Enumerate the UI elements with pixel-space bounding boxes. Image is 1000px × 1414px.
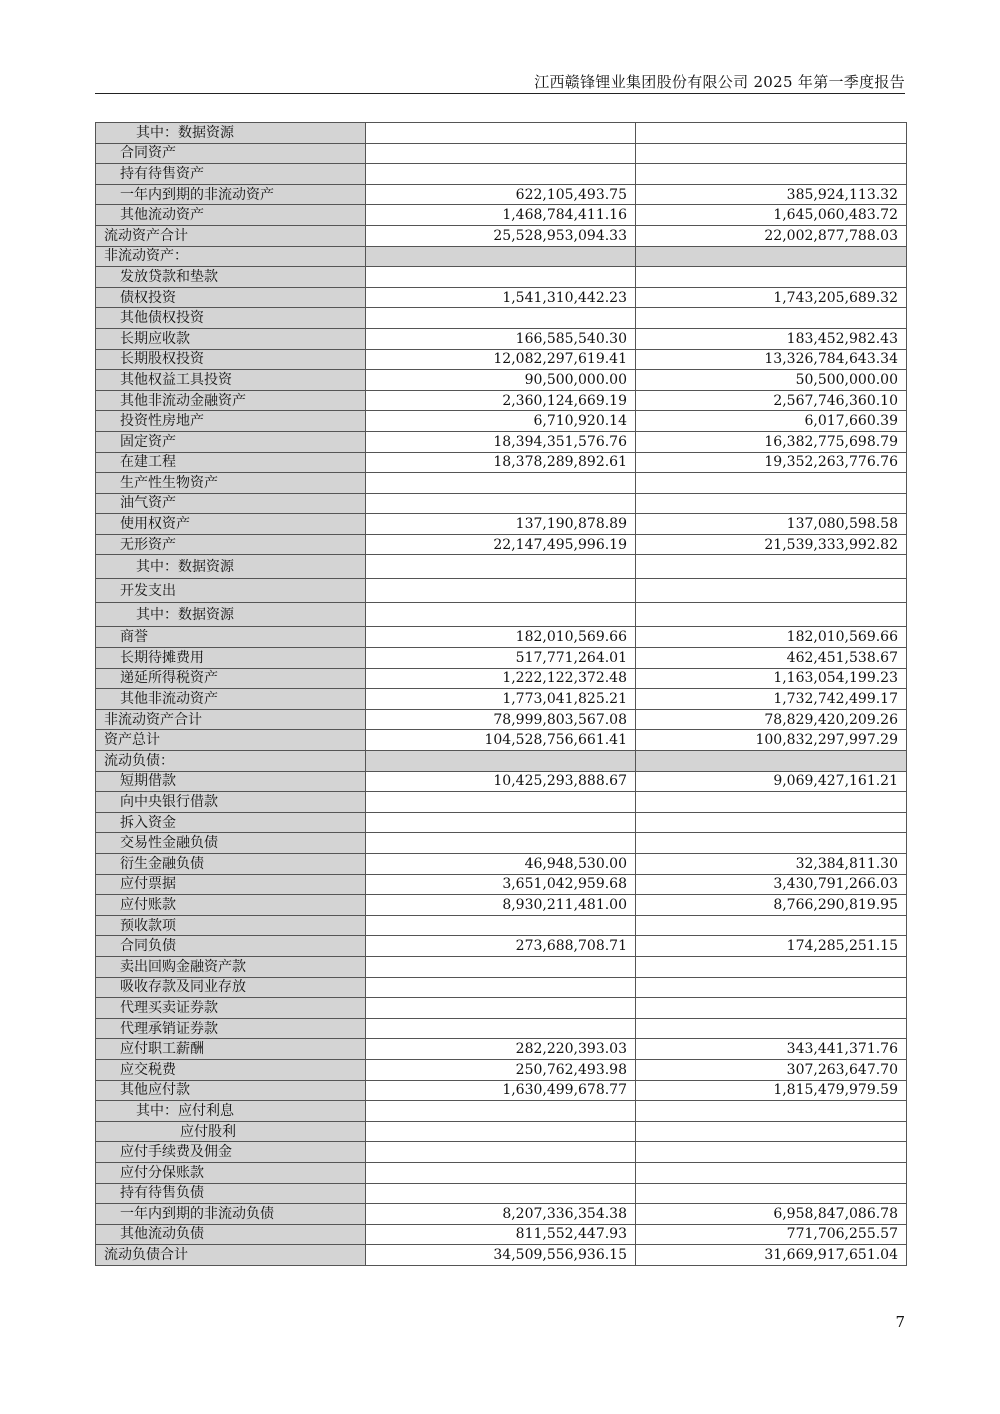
row-label: 代理买卖证券款 (96, 998, 366, 1019)
current-period-value (366, 473, 636, 494)
table-row (96, 579, 907, 603)
table-row (96, 771, 907, 792)
table-row (96, 308, 907, 329)
table-row (96, 1101, 907, 1122)
current-period-value (366, 1162, 636, 1183)
row-label: 其中：数据资源 (96, 123, 366, 144)
row-label: 流动负债合计 (96, 1245, 366, 1266)
table-row (96, 668, 907, 689)
table-row (96, 895, 907, 916)
prior-period-value: 2,567,746,360.10 (636, 390, 907, 411)
current-period-value (366, 493, 636, 514)
table-row (96, 514, 907, 535)
table-row (96, 1142, 907, 1163)
table-row (96, 267, 907, 288)
row-label: 其中：数据资源 (96, 603, 366, 627)
table-row (96, 1059, 907, 1080)
prior-period-value: 78,829,420,209.26 (636, 709, 907, 730)
prior-period-value (636, 579, 907, 603)
prior-period-value (636, 164, 907, 185)
prior-period-value: 50,500,000.00 (636, 370, 907, 391)
prior-period-value: 307,263,647.70 (636, 1059, 907, 1080)
current-period-value: 34,509,556,936.15 (366, 1245, 636, 1266)
current-period-value (366, 164, 636, 185)
current-period-value: 18,378,289,892.61 (366, 452, 636, 473)
prior-period-value: 174,285,251.15 (636, 936, 907, 957)
prior-period-value: 182,010,569.66 (636, 627, 907, 648)
current-period-value (366, 1018, 636, 1039)
row-label: 其他债权投资 (96, 308, 366, 329)
current-period-value: 10,425,293,888.67 (366, 771, 636, 792)
row-label: 向中央银行借款 (96, 792, 366, 813)
prior-period-value (636, 1162, 907, 1183)
prior-period-value: 343,441,371.76 (636, 1039, 907, 1060)
row-label: 其他流动资产 (96, 205, 366, 226)
table-row (96, 225, 907, 246)
row-label: 持有待售资产 (96, 164, 366, 185)
current-period-value (366, 555, 636, 579)
current-period-value (366, 956, 636, 977)
row-label: 投资性房地产 (96, 411, 366, 432)
table-row (96, 164, 907, 185)
table-row (96, 648, 907, 669)
prior-period-value: 1,815,479,979.59 (636, 1080, 907, 1101)
row-label: 合同资产 (96, 143, 366, 164)
table-row (96, 874, 907, 895)
table-row (96, 452, 907, 473)
row-label: 长期股权投资 (96, 349, 366, 370)
row-label: 其中：数据资源 (96, 555, 366, 579)
prior-period-value (636, 977, 907, 998)
prior-period-value: 21,539,333,992.82 (636, 534, 907, 555)
row-label: 其他流动负债 (96, 1224, 366, 1245)
row-label: 持有待售负债 (96, 1183, 366, 1204)
prior-period-value (636, 473, 907, 494)
table-row (96, 792, 907, 813)
prior-period-value: 9,069,427,161.21 (636, 771, 907, 792)
prior-period-value (636, 143, 907, 164)
table-row (96, 287, 907, 308)
prior-period-value: 771,706,255.57 (636, 1224, 907, 1245)
current-period-value (366, 603, 636, 627)
current-period-value: 12,082,297,619.41 (366, 349, 636, 370)
table-row (96, 555, 907, 579)
table-row (96, 123, 907, 144)
balance-sheet-table (95, 122, 907, 1266)
table-row (96, 956, 907, 977)
row-label: 其他非流动金融资产 (96, 390, 366, 411)
table-row (96, 1018, 907, 1039)
row-label: 其他应付款 (96, 1080, 366, 1101)
current-period-value: 250,762,493.98 (366, 1059, 636, 1080)
row-label: 代理承销证券款 (96, 1018, 366, 1039)
header-rule (95, 93, 905, 94)
current-period-value: 25,528,953,094.33 (366, 225, 636, 246)
prior-period-value (636, 1018, 907, 1039)
current-period-value (366, 977, 636, 998)
prior-period-value (636, 833, 907, 854)
current-period-value (366, 1101, 636, 1122)
prior-period-value: 1,163,054,199.23 (636, 668, 907, 689)
prior-period-value: 19,352,263,776.76 (636, 452, 907, 473)
prior-period-value (636, 246, 907, 267)
prior-period-value (636, 812, 907, 833)
table-row (96, 1080, 907, 1101)
current-period-value: 46,948,530.00 (366, 854, 636, 875)
table-row (96, 143, 907, 164)
current-period-value: 1,630,499,678.77 (366, 1080, 636, 1101)
row-label: 其他权益工具投资 (96, 370, 366, 391)
prior-period-value: 16,382,775,698.79 (636, 431, 907, 452)
current-period-value: 3,651,042,959.68 (366, 874, 636, 895)
table-row (96, 603, 907, 627)
table-row (96, 349, 907, 370)
current-period-value (366, 1142, 636, 1163)
current-period-value (366, 123, 636, 144)
balance-sheet-body (96, 123, 907, 1266)
prior-period-value (636, 1183, 907, 1204)
current-period-value: 166,585,540.30 (366, 328, 636, 349)
row-label: 商誉 (96, 627, 366, 648)
row-label: 固定资产 (96, 431, 366, 452)
row-label: 无形资产 (96, 534, 366, 555)
table-row (96, 184, 907, 205)
current-period-value: 90,500,000.00 (366, 370, 636, 391)
row-label: 其中：应付利息 (96, 1101, 366, 1122)
current-period-value: 8,207,336,354.38 (366, 1204, 636, 1225)
prior-period-value: 6,017,660.39 (636, 411, 907, 432)
current-period-value: 8,930,211,481.00 (366, 895, 636, 916)
table-row (96, 390, 907, 411)
row-label: 应交税费 (96, 1059, 366, 1080)
current-period-value: 2,360,124,669.19 (366, 390, 636, 411)
report-header-title: 江西赣锋锂业集团股份有限公司 2025 年第一季度报告 (534, 73, 905, 91)
prior-period-value: 13,326,784,643.34 (636, 349, 907, 370)
prior-period-value: 1,732,742,499.17 (636, 689, 907, 710)
current-period-value: 1,468,784,411.16 (366, 205, 636, 226)
current-period-value: 104,528,756,661.41 (366, 730, 636, 751)
row-label: 一年内到期的非流动资产 (96, 184, 366, 205)
table-row (96, 493, 907, 514)
row-label: 在建工程 (96, 452, 366, 473)
current-period-value: 22,147,495,996.19 (366, 534, 636, 555)
table-row (96, 1162, 907, 1183)
table-row (96, 534, 907, 555)
current-period-value: 1,541,310,442.23 (366, 287, 636, 308)
row-label: 应付股利 (96, 1121, 366, 1142)
table-row (96, 1245, 907, 1266)
current-period-value: 6,710,920.14 (366, 411, 636, 432)
row-label: 拆入资金 (96, 812, 366, 833)
prior-period-value (636, 956, 907, 977)
row-label: 长期待摊费用 (96, 648, 366, 669)
row-label: 应付分保账款 (96, 1162, 366, 1183)
current-period-value (366, 1121, 636, 1142)
prior-period-value: 183,452,982.43 (636, 328, 907, 349)
table-row (96, 1121, 907, 1142)
prior-period-value (636, 1101, 907, 1122)
current-period-value: 78,999,803,567.08 (366, 709, 636, 730)
prior-period-value: 100,832,297,997.29 (636, 730, 907, 751)
prior-period-value: 385,924,113.32 (636, 184, 907, 205)
row-label: 预收款项 (96, 915, 366, 936)
table-row (96, 431, 907, 452)
table-row (96, 812, 907, 833)
current-period-value (366, 833, 636, 854)
prior-period-value: 6,958,847,086.78 (636, 1204, 907, 1225)
prior-period-value (636, 1121, 907, 1142)
current-period-value: 622,105,493.75 (366, 184, 636, 205)
table-row (96, 709, 907, 730)
prior-period-value (636, 792, 907, 813)
row-label: 资产总计 (96, 730, 366, 751)
current-period-value (366, 812, 636, 833)
prior-period-value: 22,002,877,788.03 (636, 225, 907, 246)
table-row (96, 998, 907, 1019)
table-row (96, 854, 907, 875)
row-label: 非流动资产： (96, 246, 366, 267)
row-label: 短期借款 (96, 771, 366, 792)
table-row (96, 627, 907, 648)
table-row (96, 370, 907, 391)
table-row (96, 833, 907, 854)
row-label: 应付手续费及佣金 (96, 1142, 366, 1163)
current-period-value (366, 579, 636, 603)
row-label: 发放贷款和垫款 (96, 267, 366, 288)
current-period-value (366, 792, 636, 813)
prior-period-value (636, 267, 907, 288)
table-row (96, 328, 907, 349)
current-period-value: 811,552,447.93 (366, 1224, 636, 1245)
current-period-value: 1,773,041,825.21 (366, 689, 636, 710)
current-period-value (366, 998, 636, 1019)
prior-period-value: 3,430,791,266.03 (636, 874, 907, 895)
table-row (96, 730, 907, 751)
prior-period-value (636, 915, 907, 936)
prior-period-value: 31,669,917,651.04 (636, 1245, 907, 1266)
row-label: 应付账款 (96, 895, 366, 916)
prior-period-value (636, 555, 907, 579)
current-period-value: 1,222,122,372.48 (366, 668, 636, 689)
current-period-value: 282,220,393.03 (366, 1039, 636, 1060)
table-row (96, 1183, 907, 1204)
table-row (96, 246, 907, 267)
row-label: 应付职工薪酬 (96, 1039, 366, 1060)
table-row (96, 689, 907, 710)
table-row (96, 473, 907, 494)
row-label: 流动负债： (96, 751, 366, 772)
table-row (96, 751, 907, 772)
current-period-value: 137,190,878.89 (366, 514, 636, 535)
current-period-value: 18,394,351,576.76 (366, 431, 636, 452)
row-label: 吸收存款及同业存放 (96, 977, 366, 998)
row-label: 一年内到期的非流动负债 (96, 1204, 366, 1225)
row-label: 衍生金融负债 (96, 854, 366, 875)
row-label: 生产性生物资产 (96, 473, 366, 494)
prior-period-value: 137,080,598.58 (636, 514, 907, 535)
table-row (96, 915, 907, 936)
current-period-value: 517,771,264.01 (366, 648, 636, 669)
prior-period-value: 8,766,290,819.95 (636, 895, 907, 916)
prior-period-value (636, 751, 907, 772)
row-label: 合同负债 (96, 936, 366, 957)
row-label: 长期应收款 (96, 328, 366, 349)
table-row (96, 1204, 907, 1225)
prior-period-value (636, 308, 907, 329)
row-label: 非流动资产合计 (96, 709, 366, 730)
row-label: 交易性金融负债 (96, 833, 366, 854)
current-period-value (366, 751, 636, 772)
table-row (96, 977, 907, 998)
prior-period-value: 462,451,538.67 (636, 648, 907, 669)
row-label: 递延所得税资产 (96, 668, 366, 689)
row-label: 债权投资 (96, 287, 366, 308)
current-period-value: 273,688,708.71 (366, 936, 636, 957)
current-period-value (366, 246, 636, 267)
prior-period-value (636, 123, 907, 144)
row-label: 卖出回购金融资产款 (96, 956, 366, 977)
current-period-value: 182,010,569.66 (366, 627, 636, 648)
table-row (96, 205, 907, 226)
row-label: 油气资产 (96, 493, 366, 514)
current-period-value (366, 267, 636, 288)
table-row (96, 936, 907, 957)
row-label: 开发支出 (96, 579, 366, 603)
prior-period-value: 32,384,811.30 (636, 854, 907, 875)
row-label: 使用权资产 (96, 514, 366, 535)
prior-period-value (636, 493, 907, 514)
table-row (96, 411, 907, 432)
current-period-value (366, 143, 636, 164)
row-label: 应付票据 (96, 874, 366, 895)
prior-period-value (636, 998, 907, 1019)
current-period-value (366, 1183, 636, 1204)
page-number: 7 (895, 1313, 905, 1331)
prior-period-value (636, 603, 907, 627)
prior-period-value: 1,645,060,483.72 (636, 205, 907, 226)
current-period-value (366, 308, 636, 329)
current-period-value (366, 915, 636, 936)
table-row (96, 1224, 907, 1245)
row-label: 流动资产合计 (96, 225, 366, 246)
prior-period-value: 1,743,205,689.32 (636, 287, 907, 308)
prior-period-value (636, 1142, 907, 1163)
row-label: 其他非流动资产 (96, 689, 366, 710)
table-row (96, 1039, 907, 1060)
